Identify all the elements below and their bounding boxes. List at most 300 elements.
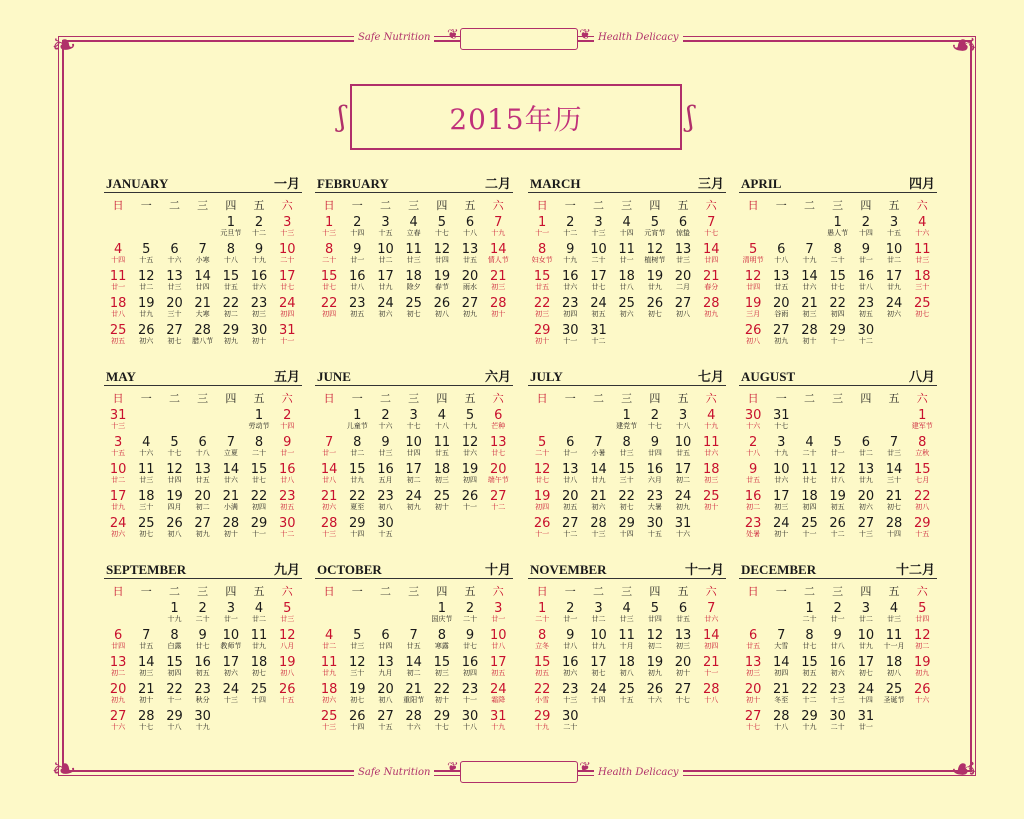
day-cell[interactable] bbox=[880, 214, 908, 241]
day-cell[interactable] bbox=[428, 434, 456, 461]
day-cell[interactable] bbox=[852, 461, 880, 488]
day-cell[interactable] bbox=[400, 654, 428, 681]
day-cell[interactable] bbox=[160, 268, 188, 295]
day-cell[interactable] bbox=[669, 214, 697, 241]
day-cell[interactable] bbox=[641, 295, 669, 322]
day-cell[interactable] bbox=[584, 461, 612, 488]
day-cell[interactable] bbox=[852, 322, 880, 349]
day-cell[interactable] bbox=[400, 268, 428, 295]
day-cell[interactable] bbox=[697, 407, 725, 434]
day-cell[interactable] bbox=[739, 434, 767, 461]
day-cell[interactable] bbox=[484, 654, 512, 681]
day-cell[interactable] bbox=[852, 241, 880, 268]
day-cell[interactable] bbox=[767, 461, 795, 488]
day-cell[interactable] bbox=[556, 627, 584, 654]
day-cell[interactable] bbox=[189, 241, 217, 268]
day-cell[interactable] bbox=[613, 488, 641, 515]
day-cell[interactable] bbox=[697, 214, 725, 241]
day-cell[interactable] bbox=[697, 654, 725, 681]
day-cell[interactable] bbox=[641, 681, 669, 708]
day-cell[interactable] bbox=[528, 627, 556, 654]
day-cell[interactable] bbox=[613, 214, 641, 241]
day-cell[interactable] bbox=[371, 268, 399, 295]
day-cell[interactable] bbox=[641, 654, 669, 681]
day-cell[interactable] bbox=[795, 600, 823, 627]
day-cell[interactable] bbox=[528, 434, 556, 461]
day-cell[interactable] bbox=[371, 241, 399, 268]
day-cell[interactable] bbox=[584, 434, 612, 461]
day-cell[interactable] bbox=[400, 488, 428, 515]
day-cell[interactable] bbox=[641, 241, 669, 268]
day-cell[interactable] bbox=[217, 434, 245, 461]
day-cell[interactable] bbox=[400, 214, 428, 241]
day-cell[interactable] bbox=[641, 488, 669, 515]
day-cell[interactable] bbox=[852, 681, 880, 708]
day-cell[interactable] bbox=[669, 461, 697, 488]
day-cell[interactable] bbox=[908, 268, 936, 295]
day-cell[interactable] bbox=[484, 407, 512, 434]
day-cell[interactable] bbox=[669, 241, 697, 268]
day-cell[interactable] bbox=[824, 268, 852, 295]
day-cell[interactable] bbox=[556, 214, 584, 241]
day-cell[interactable] bbox=[697, 600, 725, 627]
day-cell[interactable] bbox=[880, 268, 908, 295]
day-cell[interactable] bbox=[767, 407, 795, 434]
day-cell[interactable] bbox=[371, 627, 399, 654]
day-cell[interactable] bbox=[245, 627, 273, 654]
day-cell[interactable] bbox=[245, 434, 273, 461]
day-cell[interactable] bbox=[456, 681, 484, 708]
day-cell[interactable] bbox=[217, 600, 245, 627]
day-cell[interactable] bbox=[217, 681, 245, 708]
day-cell[interactable] bbox=[189, 708, 217, 735]
day-cell[interactable] bbox=[697, 681, 725, 708]
day-cell[interactable] bbox=[795, 708, 823, 735]
day-cell[interactable] bbox=[484, 295, 512, 322]
day-cell[interactable] bbox=[104, 322, 132, 349]
day-cell[interactable] bbox=[739, 488, 767, 515]
day-cell[interactable] bbox=[456, 627, 484, 654]
day-cell[interactable] bbox=[160, 322, 188, 349]
day-cell[interactable] bbox=[852, 434, 880, 461]
day-cell[interactable] bbox=[556, 461, 584, 488]
day-cell[interactable] bbox=[852, 295, 880, 322]
day-cell[interactable] bbox=[217, 654, 245, 681]
day-cell[interactable] bbox=[697, 268, 725, 295]
day-cell[interactable] bbox=[315, 214, 343, 241]
day-cell[interactable] bbox=[641, 461, 669, 488]
day-cell[interactable] bbox=[669, 515, 697, 542]
day-cell[interactable] bbox=[189, 268, 217, 295]
day-cell[interactable] bbox=[697, 241, 725, 268]
day-cell[interactable] bbox=[428, 295, 456, 322]
day-cell[interactable] bbox=[852, 268, 880, 295]
day-cell[interactable] bbox=[273, 654, 301, 681]
day-cell[interactable] bbox=[400, 681, 428, 708]
day-cell[interactable] bbox=[613, 600, 641, 627]
day-cell[interactable] bbox=[824, 434, 852, 461]
day-cell[interactable] bbox=[189, 515, 217, 542]
day-cell[interactable] bbox=[697, 488, 725, 515]
day-cell[interactable] bbox=[343, 515, 371, 542]
day-cell[interactable] bbox=[767, 434, 795, 461]
day-cell[interactable] bbox=[697, 434, 725, 461]
day-cell[interactable] bbox=[273, 407, 301, 434]
day-cell[interactable] bbox=[456, 600, 484, 627]
day-cell[interactable] bbox=[315, 241, 343, 268]
day-cell[interactable] bbox=[217, 295, 245, 322]
day-cell[interactable] bbox=[669, 600, 697, 627]
day-cell[interactable] bbox=[528, 461, 556, 488]
day-cell[interactable] bbox=[315, 708, 343, 735]
day-cell[interactable] bbox=[613, 268, 641, 295]
day-cell[interactable] bbox=[245, 407, 273, 434]
day-cell[interactable] bbox=[824, 515, 852, 542]
day-cell[interactable] bbox=[189, 654, 217, 681]
day-cell[interactable] bbox=[908, 681, 936, 708]
day-cell[interactable] bbox=[484, 268, 512, 295]
day-cell[interactable] bbox=[824, 488, 852, 515]
day-cell[interactable] bbox=[273, 627, 301, 654]
day-cell[interactable] bbox=[132, 627, 160, 654]
day-cell[interactable] bbox=[428, 654, 456, 681]
day-cell[interactable] bbox=[371, 407, 399, 434]
day-cell[interactable] bbox=[824, 627, 852, 654]
day-cell[interactable] bbox=[343, 295, 371, 322]
day-cell[interactable] bbox=[456, 268, 484, 295]
day-cell[interactable] bbox=[528, 515, 556, 542]
day-cell[interactable] bbox=[824, 461, 852, 488]
day-cell[interactable] bbox=[343, 461, 371, 488]
day-cell[interactable] bbox=[852, 600, 880, 627]
day-cell[interactable] bbox=[767, 268, 795, 295]
day-cell[interactable] bbox=[795, 461, 823, 488]
day-cell[interactable] bbox=[669, 268, 697, 295]
day-cell[interactable] bbox=[428, 681, 456, 708]
day-cell[interactable] bbox=[739, 461, 767, 488]
day-cell[interactable] bbox=[669, 295, 697, 322]
day-cell[interactable] bbox=[371, 434, 399, 461]
day-cell[interactable] bbox=[245, 241, 273, 268]
day-cell[interactable] bbox=[556, 241, 584, 268]
day-cell[interactable] bbox=[273, 322, 301, 349]
day-cell[interactable] bbox=[528, 214, 556, 241]
day-cell[interactable] bbox=[245, 654, 273, 681]
day-cell[interactable] bbox=[739, 681, 767, 708]
day-cell[interactable] bbox=[484, 214, 512, 241]
day-cell[interactable] bbox=[528, 295, 556, 322]
day-cell[interactable] bbox=[767, 488, 795, 515]
day-cell[interactable] bbox=[528, 268, 556, 295]
day-cell[interactable] bbox=[556, 322, 584, 349]
day-cell[interactable] bbox=[669, 654, 697, 681]
day-cell[interactable] bbox=[315, 627, 343, 654]
day-cell[interactable] bbox=[343, 407, 371, 434]
day-cell[interactable] bbox=[371, 461, 399, 488]
day-cell[interactable] bbox=[669, 407, 697, 434]
day-cell[interactable] bbox=[584, 268, 612, 295]
day-cell[interactable] bbox=[217, 241, 245, 268]
day-cell[interactable] bbox=[739, 268, 767, 295]
day-cell[interactable] bbox=[908, 241, 936, 268]
day-cell[interactable] bbox=[767, 295, 795, 322]
day-cell[interactable] bbox=[880, 600, 908, 627]
day-cell[interactable] bbox=[880, 515, 908, 542]
day-cell[interactable] bbox=[189, 461, 217, 488]
day-cell[interactable] bbox=[428, 214, 456, 241]
day-cell[interactable] bbox=[245, 600, 273, 627]
day-cell[interactable] bbox=[556, 434, 584, 461]
day-cell[interactable] bbox=[584, 600, 612, 627]
day-cell[interactable] bbox=[132, 681, 160, 708]
day-cell[interactable] bbox=[343, 214, 371, 241]
day-cell[interactable] bbox=[669, 681, 697, 708]
day-cell[interactable] bbox=[795, 295, 823, 322]
day-cell[interactable] bbox=[584, 627, 612, 654]
day-cell[interactable] bbox=[908, 295, 936, 322]
day-cell[interactable] bbox=[584, 515, 612, 542]
day-cell[interactable] bbox=[456, 461, 484, 488]
day-cell[interactable] bbox=[371, 295, 399, 322]
day-cell[interactable] bbox=[245, 515, 273, 542]
day-cell[interactable] bbox=[795, 241, 823, 268]
day-cell[interactable] bbox=[189, 322, 217, 349]
day-cell[interactable] bbox=[528, 600, 556, 627]
day-cell[interactable] bbox=[556, 600, 584, 627]
day-cell[interactable] bbox=[641, 407, 669, 434]
day-cell[interactable] bbox=[880, 241, 908, 268]
day-cell[interactable] bbox=[160, 654, 188, 681]
day-cell[interactable] bbox=[613, 654, 641, 681]
day-cell[interactable] bbox=[160, 515, 188, 542]
day-cell[interactable] bbox=[428, 600, 456, 627]
day-cell[interactable] bbox=[217, 214, 245, 241]
day-cell[interactable] bbox=[104, 295, 132, 322]
day-cell[interactable] bbox=[104, 681, 132, 708]
day-cell[interactable] bbox=[132, 268, 160, 295]
day-cell[interactable] bbox=[824, 241, 852, 268]
day-cell[interactable] bbox=[400, 295, 428, 322]
day-cell[interactable] bbox=[739, 322, 767, 349]
day-cell[interactable] bbox=[880, 654, 908, 681]
day-cell[interactable] bbox=[739, 407, 767, 434]
day-cell[interactable] bbox=[273, 461, 301, 488]
day-cell[interactable] bbox=[767, 241, 795, 268]
day-cell[interactable] bbox=[245, 681, 273, 708]
day-cell[interactable] bbox=[613, 461, 641, 488]
day-cell[interactable] bbox=[245, 295, 273, 322]
day-cell[interactable] bbox=[528, 681, 556, 708]
day-cell[interactable] bbox=[613, 681, 641, 708]
day-cell[interactable] bbox=[217, 322, 245, 349]
day-cell[interactable] bbox=[852, 654, 880, 681]
day-cell[interactable] bbox=[132, 322, 160, 349]
day-cell[interactable] bbox=[852, 627, 880, 654]
day-cell[interactable] bbox=[343, 241, 371, 268]
day-cell[interactable] bbox=[245, 268, 273, 295]
day-cell[interactable] bbox=[160, 241, 188, 268]
day-cell[interactable] bbox=[852, 708, 880, 735]
day-cell[interactable] bbox=[273, 241, 301, 268]
day-cell[interactable] bbox=[528, 488, 556, 515]
day-cell[interactable] bbox=[400, 627, 428, 654]
day-cell[interactable] bbox=[767, 627, 795, 654]
day-cell[interactable] bbox=[456, 708, 484, 735]
day-cell[interactable] bbox=[584, 214, 612, 241]
day-cell[interactable] bbox=[371, 515, 399, 542]
day-cell[interactable] bbox=[315, 681, 343, 708]
day-cell[interactable] bbox=[104, 654, 132, 681]
day-cell[interactable] bbox=[315, 515, 343, 542]
day-cell[interactable] bbox=[584, 295, 612, 322]
day-cell[interactable] bbox=[160, 627, 188, 654]
day-cell[interactable] bbox=[315, 654, 343, 681]
day-cell[interactable] bbox=[795, 681, 823, 708]
day-cell[interactable] bbox=[739, 654, 767, 681]
day-cell[interactable] bbox=[484, 434, 512, 461]
day-cell[interactable] bbox=[456, 214, 484, 241]
day-cell[interactable] bbox=[824, 654, 852, 681]
day-cell[interactable] bbox=[315, 434, 343, 461]
day-cell[interactable] bbox=[104, 407, 132, 434]
day-cell[interactable] bbox=[217, 488, 245, 515]
day-cell[interactable] bbox=[795, 654, 823, 681]
day-cell[interactable] bbox=[613, 295, 641, 322]
day-cell[interactable] bbox=[132, 241, 160, 268]
day-cell[interactable] bbox=[343, 627, 371, 654]
day-cell[interactable] bbox=[613, 434, 641, 461]
day-cell[interactable] bbox=[613, 627, 641, 654]
day-cell[interactable] bbox=[908, 214, 936, 241]
day-cell[interactable] bbox=[132, 461, 160, 488]
day-cell[interactable] bbox=[400, 241, 428, 268]
day-cell[interactable] bbox=[556, 708, 584, 735]
day-cell[interactable] bbox=[767, 681, 795, 708]
day-cell[interactable] bbox=[104, 488, 132, 515]
day-cell[interactable] bbox=[132, 295, 160, 322]
day-cell[interactable] bbox=[104, 434, 132, 461]
day-cell[interactable] bbox=[739, 627, 767, 654]
day-cell[interactable] bbox=[245, 214, 273, 241]
day-cell[interactable] bbox=[880, 461, 908, 488]
day-cell[interactable] bbox=[315, 268, 343, 295]
day-cell[interactable] bbox=[160, 461, 188, 488]
day-cell[interactable] bbox=[613, 407, 641, 434]
day-cell[interactable] bbox=[456, 295, 484, 322]
day-cell[interactable] bbox=[315, 295, 343, 322]
day-cell[interactable] bbox=[371, 488, 399, 515]
day-cell[interactable] bbox=[880, 434, 908, 461]
day-cell[interactable] bbox=[315, 488, 343, 515]
day-cell[interactable] bbox=[528, 241, 556, 268]
day-cell[interactable] bbox=[428, 708, 456, 735]
day-cell[interactable] bbox=[824, 708, 852, 735]
day-cell[interactable] bbox=[528, 654, 556, 681]
day-cell[interactable] bbox=[484, 600, 512, 627]
day-cell[interactable] bbox=[528, 708, 556, 735]
day-cell[interactable] bbox=[189, 627, 217, 654]
day-cell[interactable] bbox=[484, 708, 512, 735]
day-cell[interactable] bbox=[104, 461, 132, 488]
day-cell[interactable] bbox=[371, 214, 399, 241]
day-cell[interactable] bbox=[641, 515, 669, 542]
day-cell[interactable] bbox=[273, 268, 301, 295]
day-cell[interactable] bbox=[528, 322, 556, 349]
day-cell[interactable] bbox=[584, 654, 612, 681]
day-cell[interactable] bbox=[273, 214, 301, 241]
day-cell[interactable] bbox=[739, 241, 767, 268]
day-cell[interactable] bbox=[456, 434, 484, 461]
day-cell[interactable] bbox=[880, 627, 908, 654]
day-cell[interactable] bbox=[428, 461, 456, 488]
day-cell[interactable] bbox=[189, 681, 217, 708]
day-cell[interactable] bbox=[908, 488, 936, 515]
day-cell[interactable] bbox=[697, 461, 725, 488]
day-cell[interactable] bbox=[739, 295, 767, 322]
day-cell[interactable] bbox=[852, 488, 880, 515]
day-cell[interactable] bbox=[189, 488, 217, 515]
day-cell[interactable] bbox=[273, 434, 301, 461]
day-cell[interactable] bbox=[104, 515, 132, 542]
day-cell[interactable] bbox=[132, 654, 160, 681]
day-cell[interactable] bbox=[273, 515, 301, 542]
day-cell[interactable] bbox=[160, 681, 188, 708]
day-cell[interactable] bbox=[767, 654, 795, 681]
day-cell[interactable] bbox=[189, 600, 217, 627]
day-cell[interactable] bbox=[584, 241, 612, 268]
day-cell[interactable] bbox=[371, 681, 399, 708]
day-cell[interactable] bbox=[160, 295, 188, 322]
day-cell[interactable] bbox=[371, 654, 399, 681]
day-cell[interactable] bbox=[584, 488, 612, 515]
day-cell[interactable] bbox=[343, 268, 371, 295]
day-cell[interactable] bbox=[132, 708, 160, 735]
day-cell[interactable] bbox=[400, 434, 428, 461]
day-cell[interactable] bbox=[908, 627, 936, 654]
day-cell[interactable] bbox=[273, 600, 301, 627]
day-cell[interactable] bbox=[908, 600, 936, 627]
day-cell[interactable] bbox=[641, 627, 669, 654]
day-cell[interactable] bbox=[273, 681, 301, 708]
day-cell[interactable] bbox=[315, 461, 343, 488]
day-cell[interactable] bbox=[160, 600, 188, 627]
day-cell[interactable] bbox=[556, 488, 584, 515]
day-cell[interactable] bbox=[795, 515, 823, 542]
day-cell[interactable] bbox=[400, 461, 428, 488]
day-cell[interactable] bbox=[852, 515, 880, 542]
day-cell[interactable] bbox=[456, 488, 484, 515]
day-cell[interactable] bbox=[824, 214, 852, 241]
day-cell[interactable] bbox=[104, 708, 132, 735]
day-cell[interactable] bbox=[132, 488, 160, 515]
day-cell[interactable] bbox=[795, 627, 823, 654]
day-cell[interactable] bbox=[217, 515, 245, 542]
day-cell[interactable] bbox=[104, 627, 132, 654]
day-cell[interactable] bbox=[484, 681, 512, 708]
day-cell[interactable] bbox=[400, 407, 428, 434]
day-cell[interactable] bbox=[245, 461, 273, 488]
day-cell[interactable] bbox=[343, 681, 371, 708]
day-cell[interactable] bbox=[371, 708, 399, 735]
day-cell[interactable] bbox=[428, 488, 456, 515]
day-cell[interactable] bbox=[824, 322, 852, 349]
day-cell[interactable] bbox=[908, 515, 936, 542]
day-cell[interactable] bbox=[189, 434, 217, 461]
day-cell[interactable] bbox=[484, 461, 512, 488]
day-cell[interactable] bbox=[697, 627, 725, 654]
day-cell[interactable] bbox=[484, 241, 512, 268]
day-cell[interactable] bbox=[160, 708, 188, 735]
